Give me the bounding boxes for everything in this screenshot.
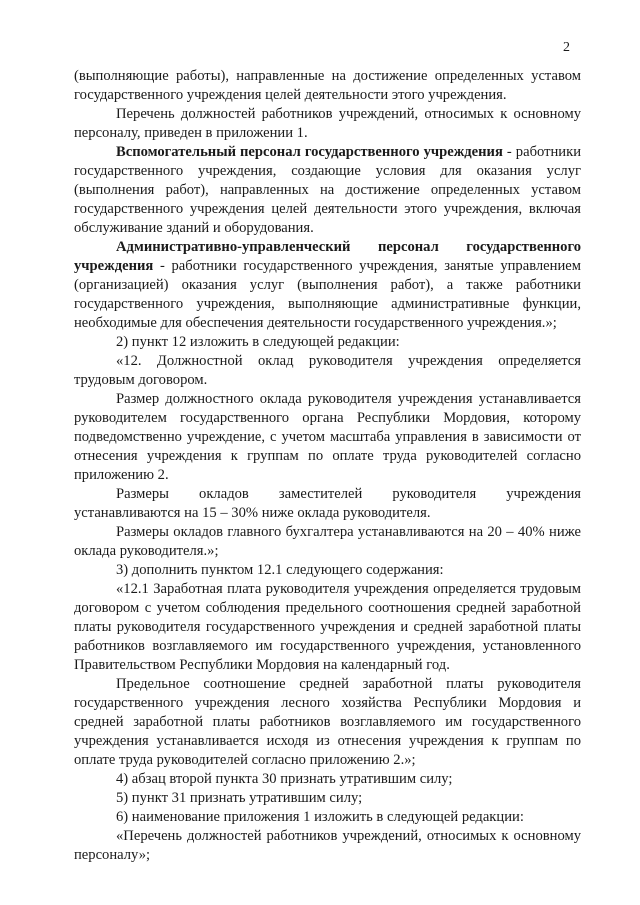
paragraph-item-6 bbox=[74, 808, 581, 827]
paragraph-item-3 bbox=[74, 561, 581, 580]
paragraph-text: Предельное соотношение средней заработной платы руководителя государственного учреждения лесного хозяйства Республики Мордовия и средней заработной платы работников возглавляемого им государственного учреждения устанавливается исходя из отнесения учреждения к группам по оплате труда руководителей согласно приложению 2.»; bbox=[74, 676, 581, 768]
page-number: 2 bbox=[563, 40, 570, 55]
paragraph-continuation bbox=[74, 67, 581, 105]
paragraph-text: 6) наименование приложения 1 изложить в следующей редакции: bbox=[116, 809, 524, 825]
paragraph-text: Размеры окладов главного бухгалтера устанавливаются на 20 – 40% ниже оклада руководителя.»; bbox=[74, 524, 581, 559]
paragraph-text: 5) пункт 31 признать утратившим силу; bbox=[116, 790, 363, 806]
paragraph-text: - работники государственного учреждения, занятые управлением (организацией) оказания услуг (выполнения работ), а также работники государственного учреждения, выполняющие административные функции, необходимые для обеспечения деятельности государственного учреждения.»; bbox=[74, 258, 581, 331]
term-support-staff: Вспомогательный персонал государственного учреждения bbox=[116, 144, 503, 160]
paragraph-text: Перечень должностей работников учреждений, относимых к основному персоналу, приведен в приложении 1. bbox=[74, 106, 581, 141]
paragraph-text: Размер должностного оклада руководителя учреждения устанавливается руководителем государственного органа Республики Мордовия, которому подведомственно учреждение, с учетом масштаба управления в зависимости от отнесения учреждения к группам по оплате труда руководителей согласно приложению 2. bbox=[74, 391, 581, 483]
term-admin-staff: Административно-управленческий персонал государственного учреждения bbox=[74, 239, 581, 274]
paragraph-text: «Перечень должностей работников учреждений, относимых к основному персоналу»; bbox=[74, 828, 581, 863]
paragraph-item-4 bbox=[74, 770, 581, 789]
paragraph-admin-staff bbox=[74, 238, 581, 333]
paragraph-text: 3) дополнить пунктом 12.1 следующего содержания: bbox=[116, 562, 444, 578]
paragraph-accountant-salary bbox=[74, 523, 581, 561]
paragraph-clause-12-1 bbox=[74, 580, 581, 675]
paragraph-appendix-title bbox=[74, 827, 581, 865]
paragraph-text: 2) пункт 12 изложить в следующей редакции: bbox=[116, 334, 400, 350]
paragraph-text: 4) абзац второй пункта 30 признать утратившим силу; bbox=[116, 771, 453, 787]
paragraph-text: «12. Должностной оклад руководителя учреждения определяется трудовым договором. bbox=[74, 353, 581, 388]
paragraph-text: «12.1 Заработная плата руководителя учреждения определяется трудовым договором с учетом соблюдения предельного соотношения средней заработной платы руководителя государственного учреждения и средней заработной платы работников возглавляемого им государственного учреждения, установленного Правительством Республики Мордовия на календарный год. bbox=[74, 581, 581, 673]
paragraph-text: Размеры окладов заместителей руководителя учреждения устанавливаются на 15 – 30% ниже оклада руководителя. bbox=[74, 486, 581, 521]
paragraph-head-salary bbox=[74, 390, 581, 485]
paragraph-text: (выполняющие работы), направленные на достижение определенных уставом государственного учреждения целей деятельности этого учреждения. bbox=[74, 68, 581, 103]
paragraph-support-staff bbox=[74, 143, 581, 238]
document-body bbox=[74, 67, 581, 865]
paragraph-deputy-salary bbox=[74, 485, 581, 523]
paragraph-item-2 bbox=[74, 333, 581, 352]
paragraph-main-staff-list bbox=[74, 105, 581, 143]
paragraph-salary-ratio bbox=[74, 675, 581, 770]
paragraph-item-5 bbox=[74, 789, 581, 808]
paragraph-text: - работники государственного учреждения, создающие условия для оказания услуг (выполнения работ), направленных на достижение определенных уставом государственного учреждения целей деятельности этого учреждения, включая обслуживание зданий и оборудования. bbox=[74, 144, 582, 236]
paragraph-clause-12 bbox=[74, 352, 581, 390]
